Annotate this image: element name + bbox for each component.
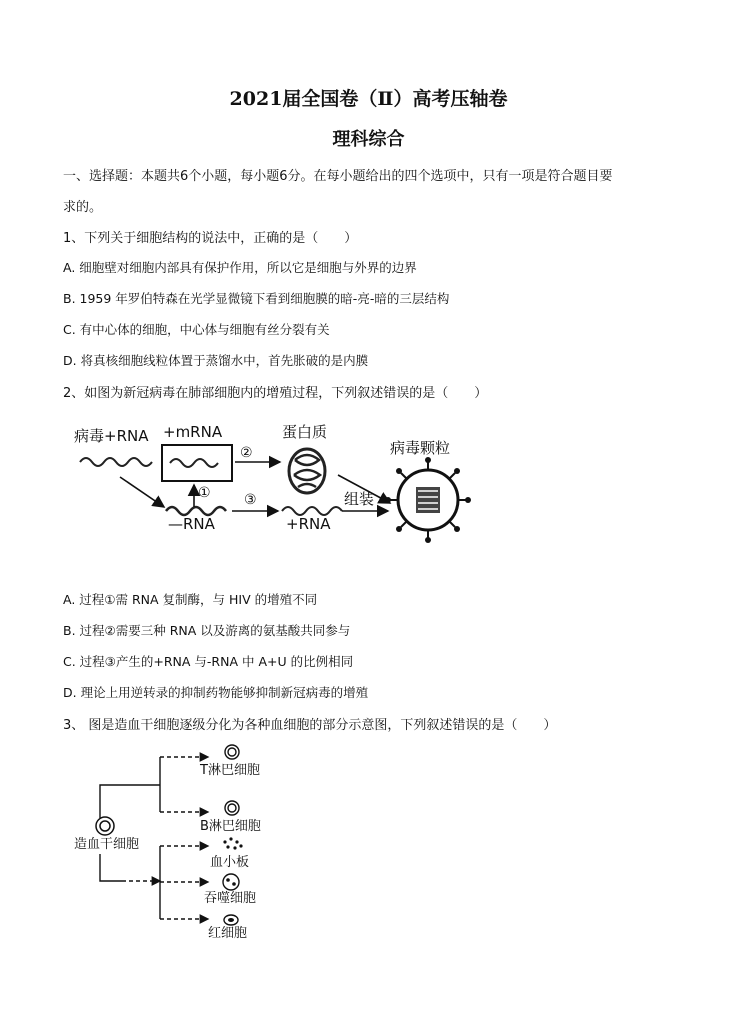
- question-2-option-c: C. 过程③产生的+RNA 与-RNA 中 A+U 的比例相同: [63, 654, 354, 669]
- question-1-option-b: B. 1959 年罗伯特森在光学显微镜下看到细胞膜的暗-亮-暗的三层结构: [63, 291, 450, 306]
- branch-lower: [100, 854, 122, 881]
- question-3-stem: 3、 图是造血干细胞逐级分化为各种血细胞的部分示意图，下列叙述错误的是（ ）: [63, 718, 557, 733]
- label-step2: ②: [240, 445, 253, 461]
- label-assembly: 组装: [344, 490, 375, 508]
- phagocyte-icon: [223, 874, 239, 890]
- blood-cell-differentiation-diagram: [60, 742, 280, 942]
- question-2-option-a: A. 过程①需 RNA 复制酶，与 HIV 的增殖不同: [63, 592, 318, 607]
- b-cell-icon: [225, 801, 239, 815]
- label-stem-cell: 造血干细胞: [74, 837, 140, 852]
- label-protein: 蛋白质: [282, 423, 328, 441]
- label-particle: 病毒颗粒: [390, 439, 451, 457]
- exam-title: 2021届全国卷（Ⅱ）高考压轴卷: [229, 88, 508, 110]
- question-2-option-d: D. 理论上用逆转录的抑制药物能够抑制新冠病毒的增殖: [63, 685, 369, 700]
- label-phagocyte: 吞噬细胞: [204, 891, 257, 906]
- wave-pos-rna: [282, 507, 342, 515]
- protein-icon: [289, 449, 325, 493]
- label-pos-rna: +RNA: [286, 515, 331, 533]
- wave-mrna: [170, 459, 218, 467]
- mrna-box: [162, 445, 232, 481]
- label-neg-rna: —RNA: [168, 515, 215, 533]
- question-1-option-d: D. 将真核细胞线粒体置于蒸馏水中，首先胀破的是内膜: [63, 353, 369, 368]
- wave-virus-rna: [80, 458, 152, 466]
- virus-replication-diagram: [60, 415, 480, 550]
- wave-neg-rna: [166, 507, 226, 515]
- t-cell-icon: [225, 745, 239, 759]
- question-2-option-b: B. 过程②需要三种 RNA 以及游离的氨基酸共同参与: [63, 623, 351, 638]
- branch-upper: [100, 785, 160, 818]
- question-1-stem: 1、下列关于细胞结构的说法中，正确的是（ ）: [63, 231, 358, 246]
- label-t-cell: T淋巴细胞: [200, 763, 260, 778]
- label-b-cell: B淋巴细胞: [200, 819, 261, 834]
- rbc-icon: [224, 915, 238, 925]
- question-1-option-a: A. 细胞壁对细胞内部具有保护作用，所以它是细胞与外界的边界: [63, 260, 417, 275]
- label-step3: ③: [244, 492, 257, 508]
- label-platelet: 血小板: [210, 855, 250, 870]
- platelet-icon: [223, 837, 242, 849]
- section-intro-line2: 求的。: [63, 200, 103, 215]
- section-intro-line1: 一、选择题：本题共6个小题，每小题6分。在每小题给出的四个选项中，只有一项是符合题目要: [63, 169, 613, 184]
- label-rbc: 红细胞: [208, 926, 248, 941]
- label-mrna: +mRNA: [163, 423, 223, 441]
- stem-cell-icon: [96, 817, 114, 835]
- label-step1: ①: [198, 485, 211, 501]
- exam-subtitle: 理科综合: [332, 129, 405, 150]
- question-2-stem: 2、如图为新冠病毒在肺部细胞内的增殖过程，下列叙述错误的是（ ）: [63, 386, 488, 401]
- label-virus-rna: 病毒+RNA: [74, 427, 149, 445]
- question-1-option-c: C. 有中心体的细胞，中心体与细胞有丝分裂有关: [63, 322, 330, 337]
- virus-particle-icon: [385, 457, 471, 543]
- arrow-to-neg-rna: [120, 477, 164, 507]
